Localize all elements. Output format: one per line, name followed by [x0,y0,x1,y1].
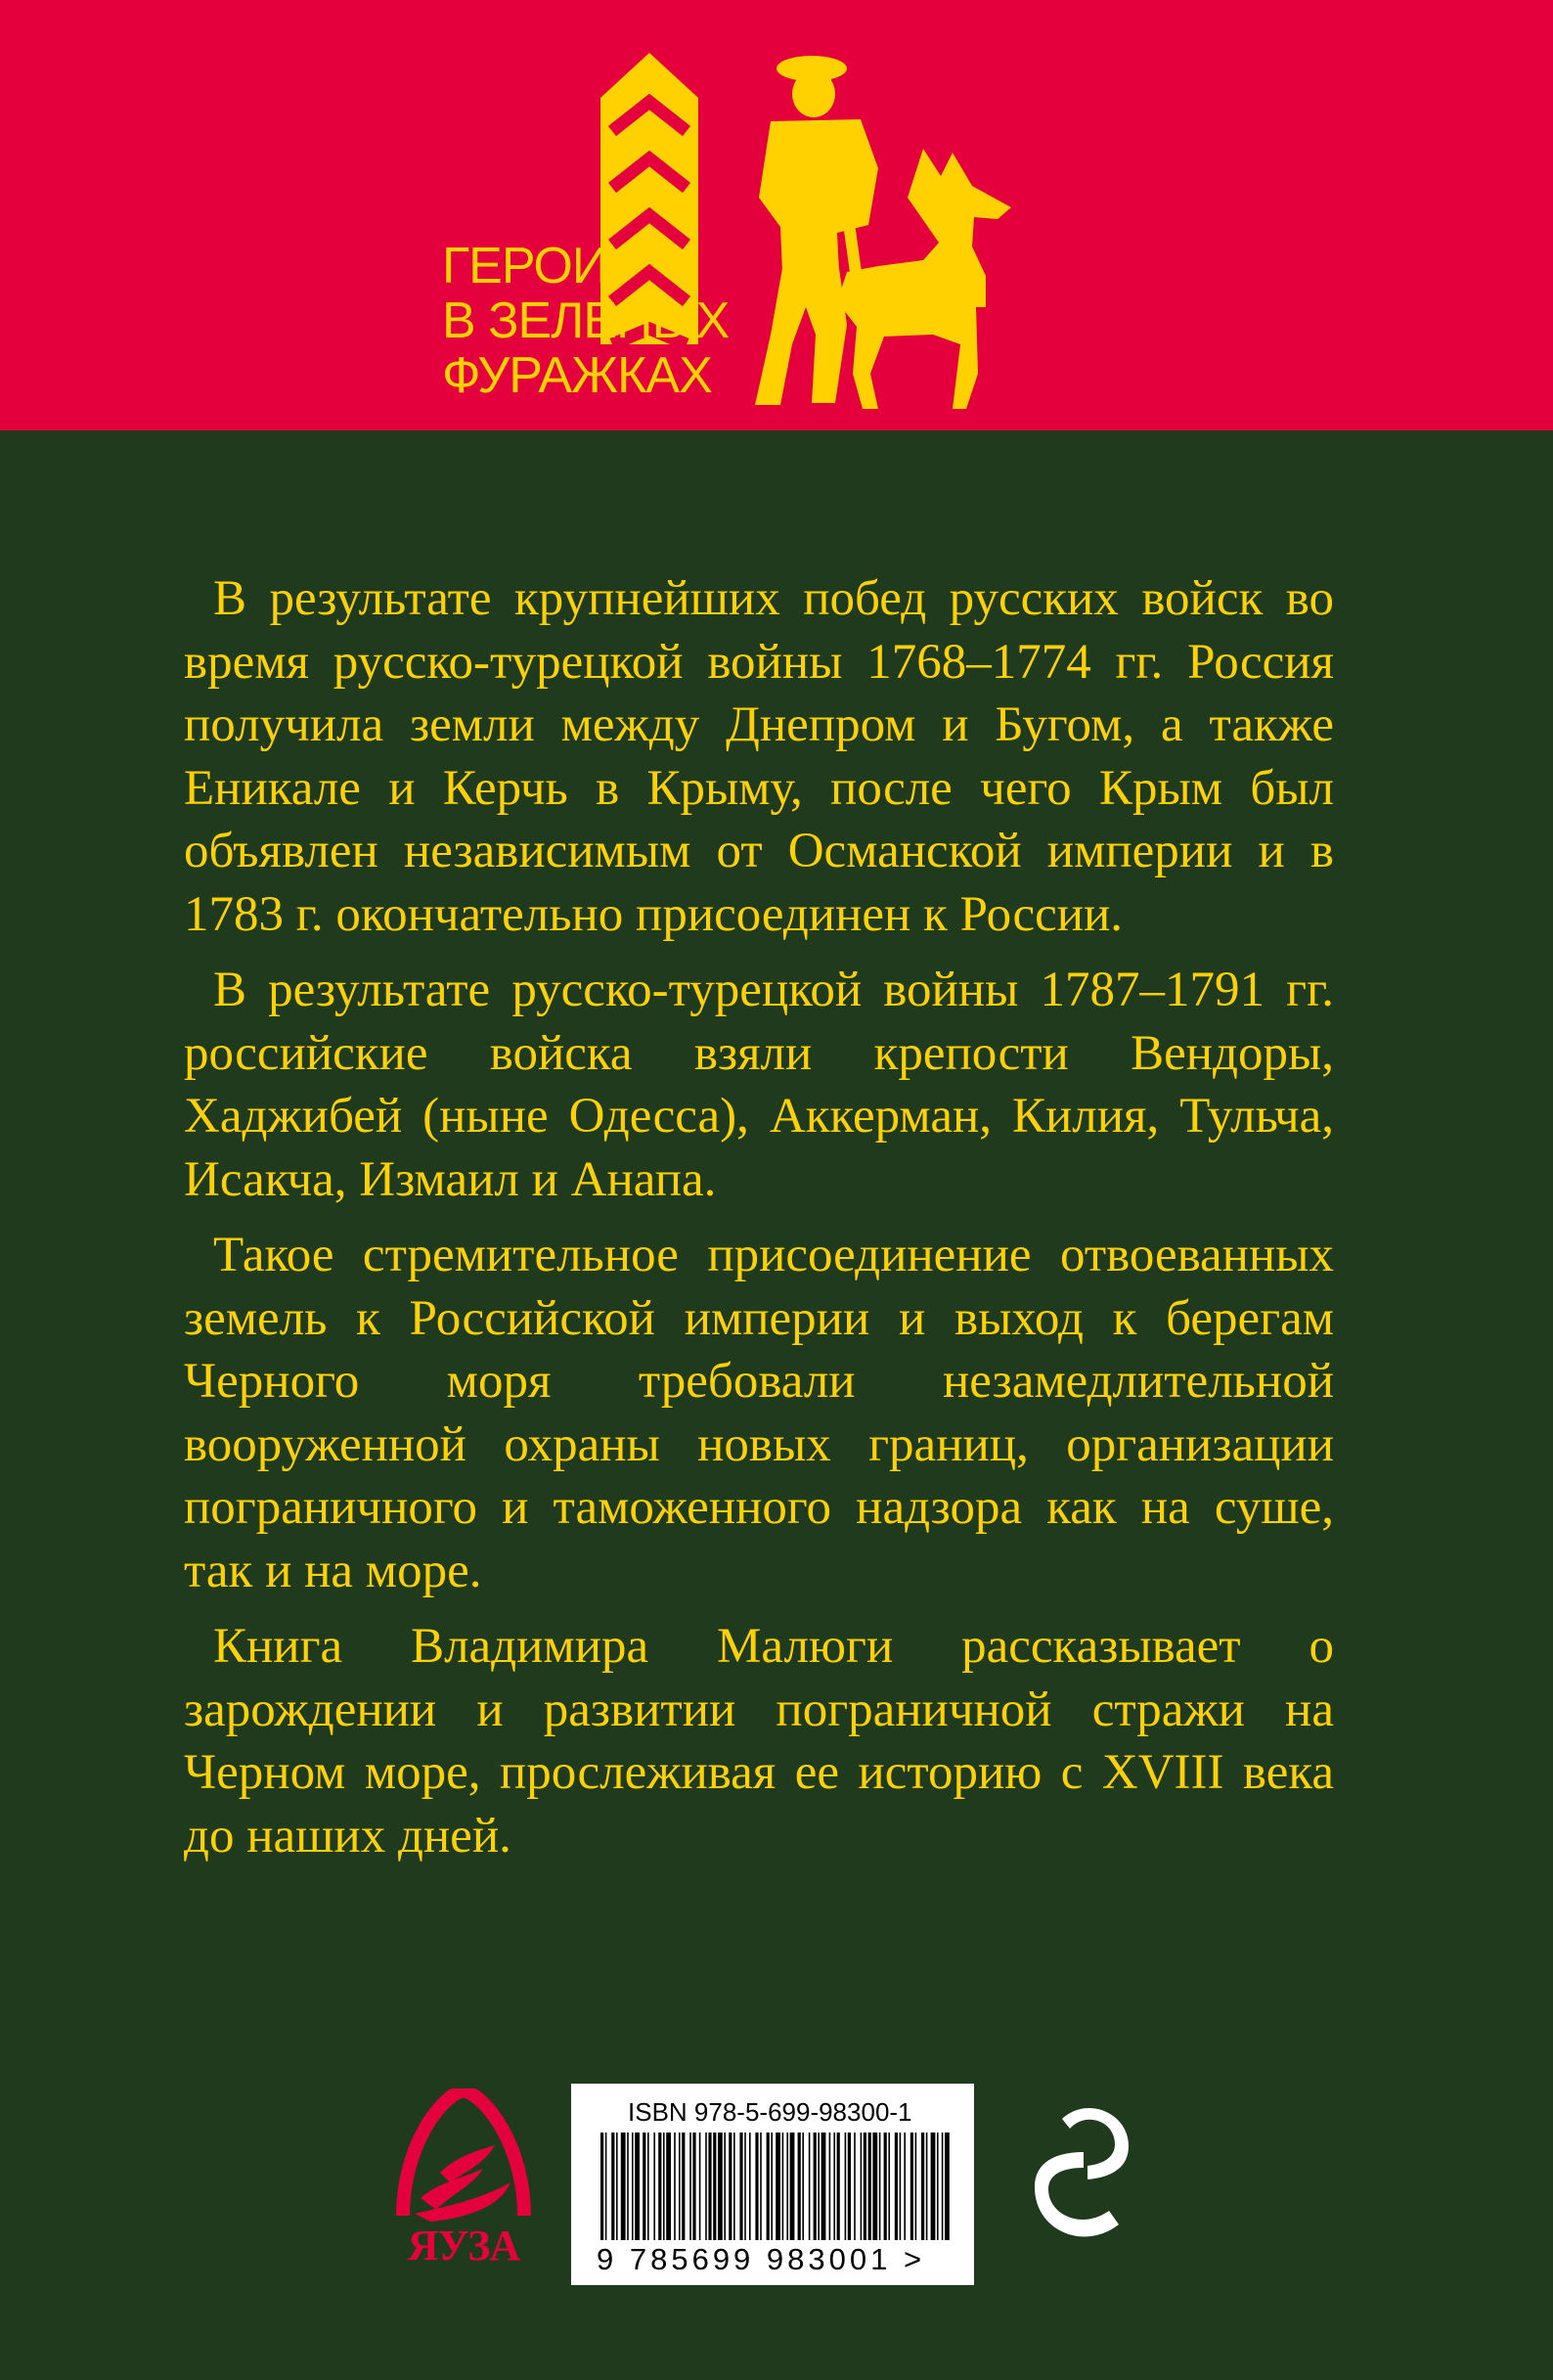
barcode-bar [937,2133,939,2240]
barcode-bar [861,2133,863,2240]
barcode-bar [682,2133,685,2240]
barcode-bar [658,2133,661,2240]
barcode-bar [689,2133,691,2240]
barcode-bar [945,2133,950,2240]
barcode-bar [895,2133,898,2240]
barcode-bar [904,2133,906,2240]
barcode-bar [814,2133,817,2240]
barcode-bar [821,2133,826,2240]
barcode-bar [692,2133,695,2240]
barcode-bar [699,2133,701,2240]
barcode-bar [647,2133,649,2240]
barcode-bar [718,2133,723,2240]
barcode-bar [942,2133,944,2240]
publisher-name: ЯУЗА [407,2222,520,2269]
barcode-bar [674,2133,676,2240]
barcode-bar [864,2133,866,2240]
barcode-bar [635,2133,640,2240]
barcode-bar [868,2133,871,2240]
barcode-bar [931,2133,936,2240]
barcode-bar [605,2133,607,2240]
barcode-bar [771,2133,773,2240]
barcode-bar [782,2133,784,2240]
barcode-bar [713,2133,716,2240]
barcode-bar [767,2133,770,2240]
barcode-bar [679,2133,681,2240]
barcode-bar [621,2133,626,2240]
header-band [0,0,1553,430]
isbn-text: ISBN 978-5-699-98300-1 [628,2097,912,2127]
description-paragraph: В результате крупнейших побед русских войск во время русско-турецкой войны 1768–1774 гг. Россия получила земли между Днепром и Бугом, а также Еникале и Керчь в Крыму, после чего Крым был объявлен независимым от Османской империи и в 1783 г. окончательно присоединен к России. [184,571,1334,942]
barcode-bar [900,2133,902,2240]
series-title-line: ФУРАЖКАХ [442,347,712,404]
barcode-bar [798,2133,801,2240]
description-paragraph: Книга Владимира Малюги рассказывает о зарождении и развитии пограничной стражи на Черном море, прослеживая ее историю с XVIII века до наших дней. [184,1619,1334,1864]
barcode-bar [833,2133,835,2240]
barcode-bar [848,2133,851,2240]
barcode-bar [705,2133,707,2240]
barcode-bar [755,2133,758,2240]
series-title [442,239,729,403]
barcode-bar [872,2133,877,2240]
barcode-bar [790,2133,795,2240]
barcode-bar [653,2133,655,2240]
barcode-bar [926,2133,928,2240]
barcode-bar [776,2133,780,2240]
eksmo-logo-icon [1027,2093,1140,2266]
barcode-bar [884,2133,887,2240]
barcode-bar [663,2133,665,2240]
barcode-bar [666,2133,671,2240]
barcode-bar [818,2133,820,2240]
barcode-bar [733,2133,735,2240]
barcode-bar [921,2133,924,2240]
barcode-bar [837,2133,840,2240]
barcode-digits: 9 785699 983001 > [597,2242,926,2276]
description-text [184,567,1334,1880]
barcode-bar [729,2133,732,2240]
barcode-bar [888,2133,890,2240]
barcode-bar [854,2133,856,2240]
barcode [571,2084,974,2285]
barcode-bar [643,2133,645,2240]
barcode-bar [616,2133,618,2240]
barcode-bar [910,2133,913,2240]
barcode-bar [829,2133,831,2240]
barcode-bar [739,2133,742,2240]
series-title-line: ГЕРОИ [442,238,608,294]
barcode-bar [845,2133,847,2240]
barcode-bars [600,2133,953,2240]
barcode-bar [760,2133,762,2240]
description-paragraph: В результате русско-турецкой войны 1787–1791 гг. российские войска взяли крепости Вендоры, Хаджибей (ныне Одесса), Аккерман, Килия, Тульча, Исакча, Измаил и Анапа. [184,963,1334,1207]
barcode-bar [786,2133,788,2240]
barcode-bar [627,2133,629,2240]
barcode-bar [809,2133,811,2240]
description-paragraph: Такое стремительное присоединение отвоеванных земель к Российской империи и выход к берегам Черного моря требовали незамедлительной вооруженной охраны новых границ, организации пограничного и таможенного надзора как на суше, так и на море. [184,1228,1334,1598]
series-title-line: В ЗЕЛЕНЫХ [442,292,730,349]
barcode-bar [632,2133,634,2240]
barcode-bar [724,2133,726,2240]
barcode-bar [749,2133,751,2240]
barcode-bar [708,2133,711,2240]
barcode-bar [879,2133,881,2240]
barcode-bar [915,2133,917,2240]
barcode-bar [802,2133,804,2240]
barcode-bar [600,2133,603,2240]
barcode-bar [744,2133,746,2240]
soldier-with-dog-icon [732,51,1079,413]
barcode-bar [611,2133,614,2240]
